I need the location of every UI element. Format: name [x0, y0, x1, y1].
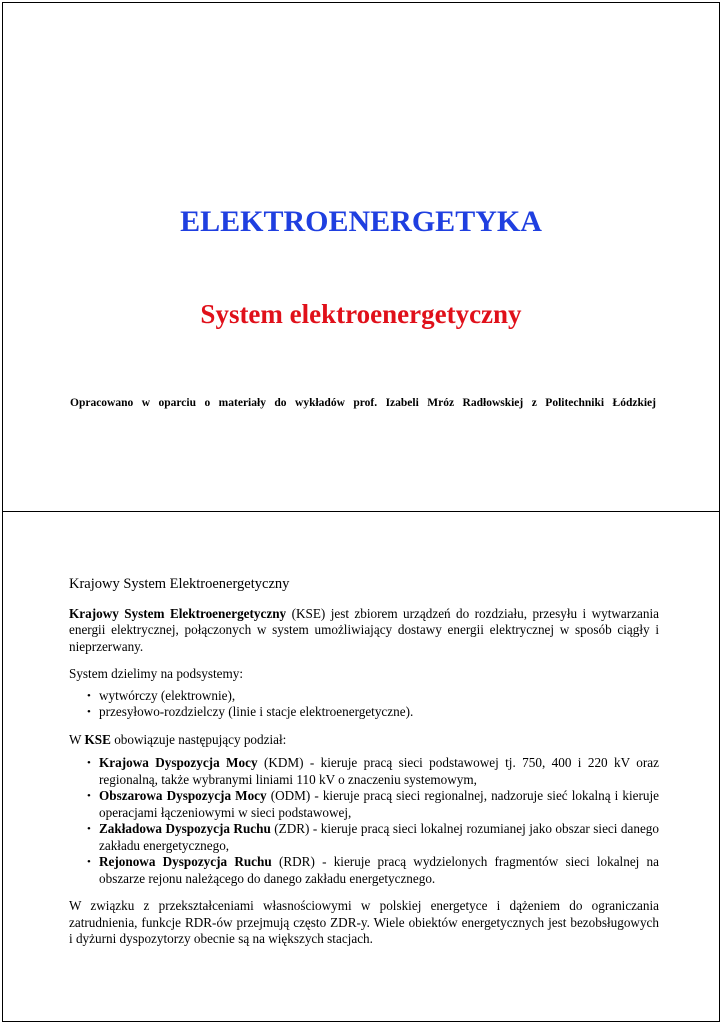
- dispatch-name: Obszarowa Dyspozycja Mocy: [99, 788, 267, 803]
- list-item: [69, 788, 659, 821]
- dispatch-text: (KDM) - kieruje pracą sieci podstawowej tj. 750, 400 i 220 kV oraz regionalną, także wybranymi liniami 110 kV o znaczeniu systemowym,: [99, 755, 659, 787]
- bullet-icon: •: [87, 856, 91, 868]
- main-title: ELEKTROENERGETYKA: [180, 205, 542, 238]
- list-item-text: wytwórczy (elektrownie),: [99, 687, 236, 703]
- subtitle: System elektroenergetyczny: [200, 299, 522, 329]
- dispatch-text: (ZDR) - kieruje pracą sieci lokalnej rozumianej jako obszar sieci danego zakładu energetycznego,: [99, 821, 659, 853]
- bullet-icon: •: [87, 790, 91, 802]
- bullet-icon: •: [87, 706, 91, 718]
- dispatch-text: (ODM) - kieruje pracą sieci regionalnej, nadzoruje sieć lokalną i kieruje operacjami łączeniowymi w sieci podstawowej,: [99, 788, 659, 820]
- bullet-icon: •: [87, 689, 91, 702]
- dispatch-name: Rejonowa Dyspozycja Ruchu: [99, 854, 272, 869]
- intro-paragraph: [69, 606, 659, 656]
- division-text: obowiązuje następujący podział:: [110, 731, 287, 747]
- intro-text: (KSE) jest zbiorem urządzeń do rozdziału, przesyłu i wytwarzania energii elektrycznej, połączonych w system umożliwiający dostawy energii elektrycznej w sposób ciągły i nieprzerwany.: [69, 605, 659, 654]
- list-item: [69, 688, 659, 705]
- subsystems-intro: System dzielimy na podsystemy:: [69, 666, 243, 681]
- intro-bold-term: Krajowy System Elektroenergetyczny: [69, 605, 287, 621]
- list-item: [69, 854, 659, 887]
- subsystems-list: [69, 688, 659, 721]
- dispatch-list: [69, 755, 659, 887]
- list-item: [69, 821, 659, 854]
- credit-line: Opracowano w oparciu o materiały do wykładów prof. Izabeli Mróz Radłowskiej z Politechniki Łódzkiej: [70, 397, 656, 409]
- division-intro: [69, 732, 659, 749]
- closing-paragraph: W związku z przekształceniami własnościowymi w polskiej energetyce i dążeniem do ograniczania zatrudnienia, funkcje RDR-ów przejmują często ZDR-y. Wiele obiektów energetycznych jest bezobsługowych i dyżurni dyspozytorzy obecnie są na większych stacjach.: [69, 898, 659, 946]
- dispatch-name: Krajowa Dyspozycja Mocy: [99, 755, 258, 770]
- slide-title-page: [2, 2, 720, 512]
- division-bold-term: KSE: [84, 731, 111, 747]
- list-item-text: przesyłowo-rozdzielczy (linie i stacje elektroenergetyczne).: [99, 704, 414, 719]
- section-heading: Krajowy System Elektroenergetyczny: [69, 576, 290, 592]
- slide-kse: [2, 511, 720, 1022]
- dispatch-name: Zakładowa Dyspozycja Ruchu: [99, 821, 271, 836]
- list-item: [69, 755, 659, 788]
- division-prefix: W: [69, 731, 85, 747]
- bullet-icon: •: [87, 757, 91, 769]
- slide-content: [69, 576, 659, 959]
- dispatch-text: (RDR) - kieruje pracą wydzielonych fragmentów sieci lokalnej na obszarze rejonu należącego do danego zakładu energetycznego.: [99, 854, 660, 886]
- bullet-icon: •: [87, 823, 91, 835]
- list-item: [69, 704, 659, 721]
